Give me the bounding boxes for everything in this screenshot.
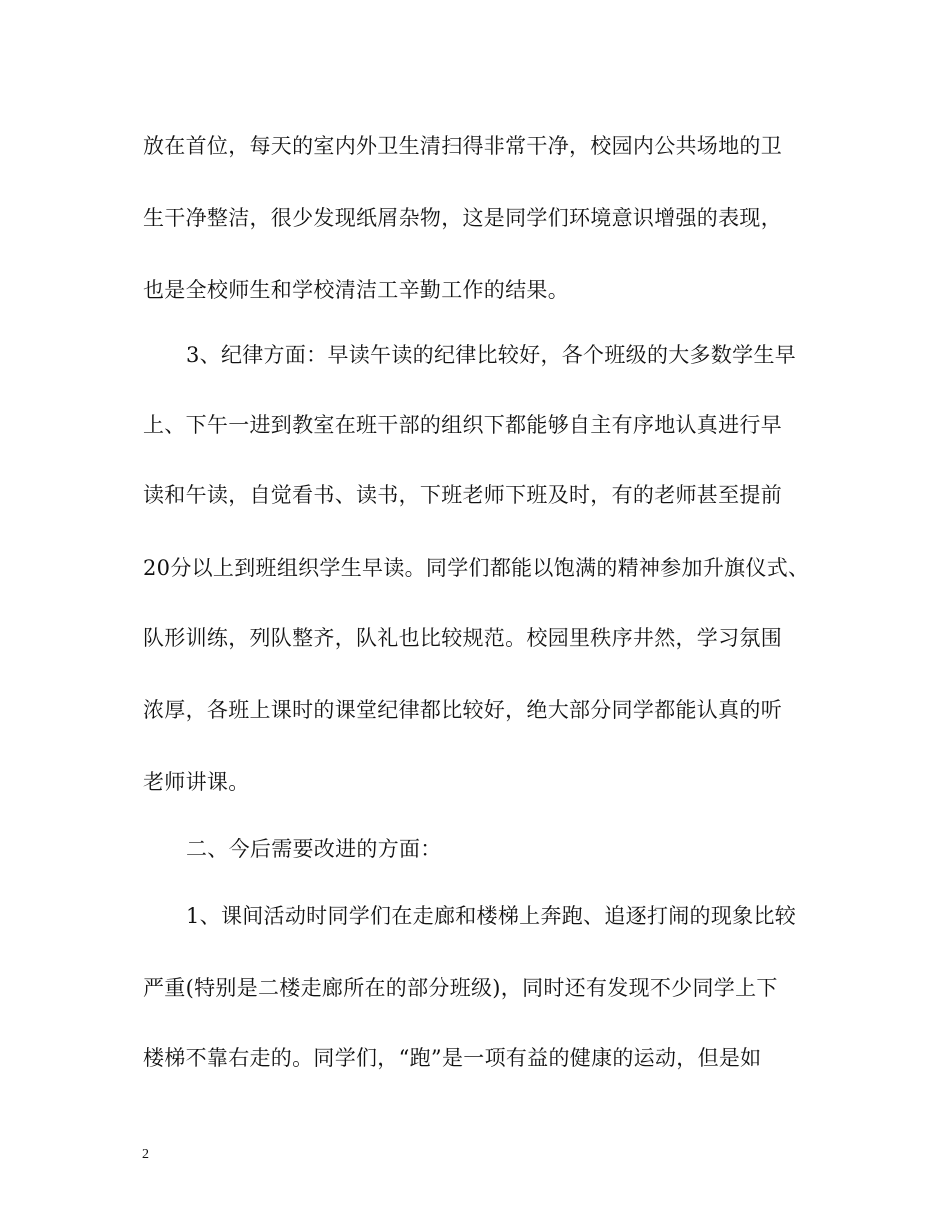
text-line: 老师讲课。 xyxy=(143,770,250,794)
text-line: 浓厚，各班上课时的课堂纪律都比较好，绝大部分同学都能认真的听 xyxy=(143,698,782,722)
paragraph-discipline-start: 3、纪律方面：早读午读的纪律比较好，各个班级的大多数学生早 xyxy=(186,343,797,367)
text-line: 生干净整洁，很少发现纸屑杂物，这是同学们环境意识增强的表现， xyxy=(143,206,782,230)
text-line: 上、下午一进到教室在班干部的组织下都能够自主有序地认真进行早 xyxy=(143,413,782,437)
page-number: 2 xyxy=(142,1147,149,1162)
text-line: 严重(特别是二楼走廊所在的部分班级)，同时还有发现不少同学上下 xyxy=(143,976,778,1000)
text-line: 读和午读，自觉看书、读书，下班老师下班及时，有的老师甚至提前 xyxy=(143,483,782,507)
text-line: 楼梯不靠右走的。同学们，“跑”是一项有益的健康的运动，但是如 xyxy=(143,1046,762,1070)
text-line: 队形训练，列队整齐，队礼也比较规范。校园里秩序井然，学习氛围 xyxy=(143,626,782,650)
text-line: 20分以上到班组织学生早读。同学们都能以饱满的精神参加升旗仪式、 xyxy=(143,556,810,580)
paragraph-improvement-start: 1、课间活动时同学们在走廊和楼梯上奔跑、追逐打闹的现象比较 xyxy=(186,904,797,928)
section-heading: 二、今后需要改进的方面： xyxy=(186,837,442,861)
text-line: 也是全校师生和学校清洁工辛勤工作的结果。 xyxy=(143,278,569,302)
text-line: 放在首位，每天的室内外卫生清扫得非常干净，校园内公共场地的卫 xyxy=(143,134,782,158)
